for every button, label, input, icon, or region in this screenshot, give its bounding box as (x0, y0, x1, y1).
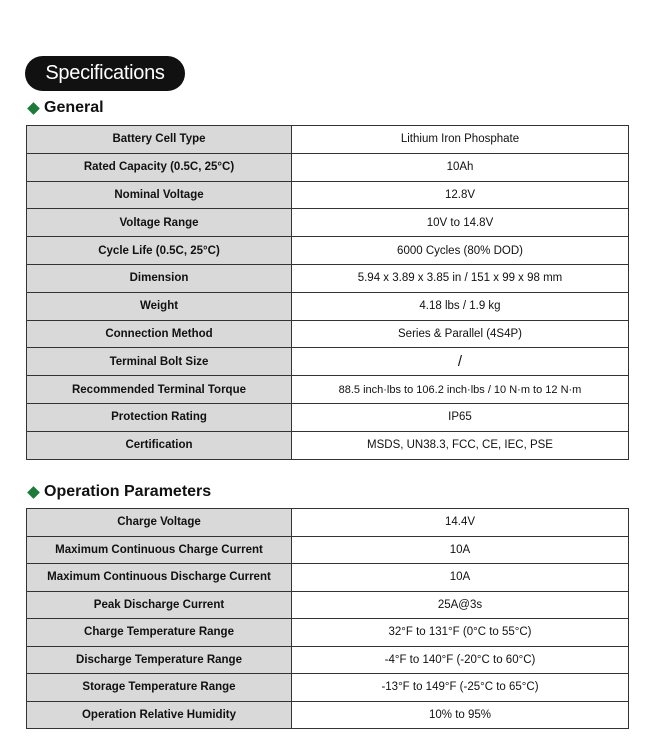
spec-value: 5.94 x 3.89 x 3.85 in / 151 x 99 x 98 mm (292, 264, 629, 292)
table-row (27, 619, 629, 647)
spec-value: Series & Parallel (4S4P) (292, 320, 629, 348)
spec-value: 88.5 inch·lbs to 106.2 inch·lbs / 10 N·m to 12 N·m (292, 376, 629, 404)
spec-label: Certification (27, 431, 292, 459)
table-row (27, 348, 629, 376)
spec-label: Discharge Temperature Range (27, 646, 292, 674)
spec-value: 10% to 95% (292, 701, 629, 729)
table-row (27, 320, 629, 348)
spec-label: Battery Cell Type (27, 126, 292, 154)
table-row (27, 701, 629, 729)
spec-label: Peak Discharge Current (27, 591, 292, 619)
spec-label: Weight (27, 292, 292, 320)
spec-value: IP65 (292, 403, 629, 431)
spec-label: Nominal Voltage (27, 181, 292, 209)
table-row (27, 237, 629, 265)
spec-label: Charge Voltage (27, 509, 292, 537)
table-row (27, 591, 629, 619)
spec-label: Maximum Continuous Discharge Current (27, 564, 292, 592)
operation-section-title (27, 483, 211, 501)
table-row (27, 292, 629, 320)
spec-label: Operation Relative Humidity (27, 701, 292, 729)
spec-label: Charge Temperature Range (27, 619, 292, 647)
diamond-bullet-icon (27, 486, 40, 499)
spec-label: Rated Capacity (0.5C, 25°C) (27, 153, 292, 181)
spec-label: Dimension (27, 264, 292, 292)
table-row (27, 376, 629, 404)
table-row (27, 209, 629, 237)
spec-label: Recommended Terminal Torque (27, 376, 292, 404)
operation-section-label: Operation Parameters (44, 483, 212, 500)
spec-value: / (292, 348, 629, 376)
spec-value: -13°F to 149°F (-25°C to 65°C) (292, 674, 629, 702)
spec-label: Voltage Range (27, 209, 292, 237)
spec-value: MSDS, UN38.3, FCC, CE, IEC, PSE (292, 431, 629, 459)
table-row (27, 564, 629, 592)
spec-label: Maximum Continuous Charge Current (27, 536, 292, 564)
table-row (27, 181, 629, 209)
table-row (27, 153, 629, 181)
table-row (27, 646, 629, 674)
operation-spec-table (26, 508, 629, 729)
spec-value: 25A@3s (292, 591, 629, 619)
spec-label: Terminal Bolt Size (27, 348, 292, 376)
diamond-bullet-icon (27, 102, 40, 115)
spec-label: Cycle Life (0.5C, 25°C) (27, 237, 292, 265)
table-row (27, 126, 629, 154)
spec-value: 10A (292, 564, 629, 592)
table-row (27, 509, 629, 537)
page-title: Specifications (25, 56, 185, 91)
spec-value: -4°F to 140°F (-20°C to 60°C) (292, 646, 629, 674)
spec-label: Storage Temperature Range (27, 674, 292, 702)
table-row (27, 536, 629, 564)
spec-value: 4.18 lbs / 1.9 kg (292, 292, 629, 320)
general-spec-table (26, 125, 629, 460)
spec-value: 10V to 14.8V (292, 209, 629, 237)
table-row (27, 431, 629, 459)
spec-value: 14.4V (292, 509, 629, 537)
table-row (27, 403, 629, 431)
spec-value: 32°F to 131°F (0°C to 55°C) (292, 619, 629, 647)
general-section-label: General (44, 99, 104, 116)
spec-value: 6000 Cycles (80% DOD) (292, 237, 629, 265)
spec-label: Connection Method (27, 320, 292, 348)
table-row (27, 674, 629, 702)
spec-value: 10A (292, 536, 629, 564)
table-row (27, 264, 629, 292)
spec-value: Lithium Iron Phosphate (292, 126, 629, 154)
spec-value: 12.8V (292, 181, 629, 209)
general-section-title (27, 99, 104, 117)
spec-value: 10Ah (292, 153, 629, 181)
spec-label: Protection Rating (27, 403, 292, 431)
